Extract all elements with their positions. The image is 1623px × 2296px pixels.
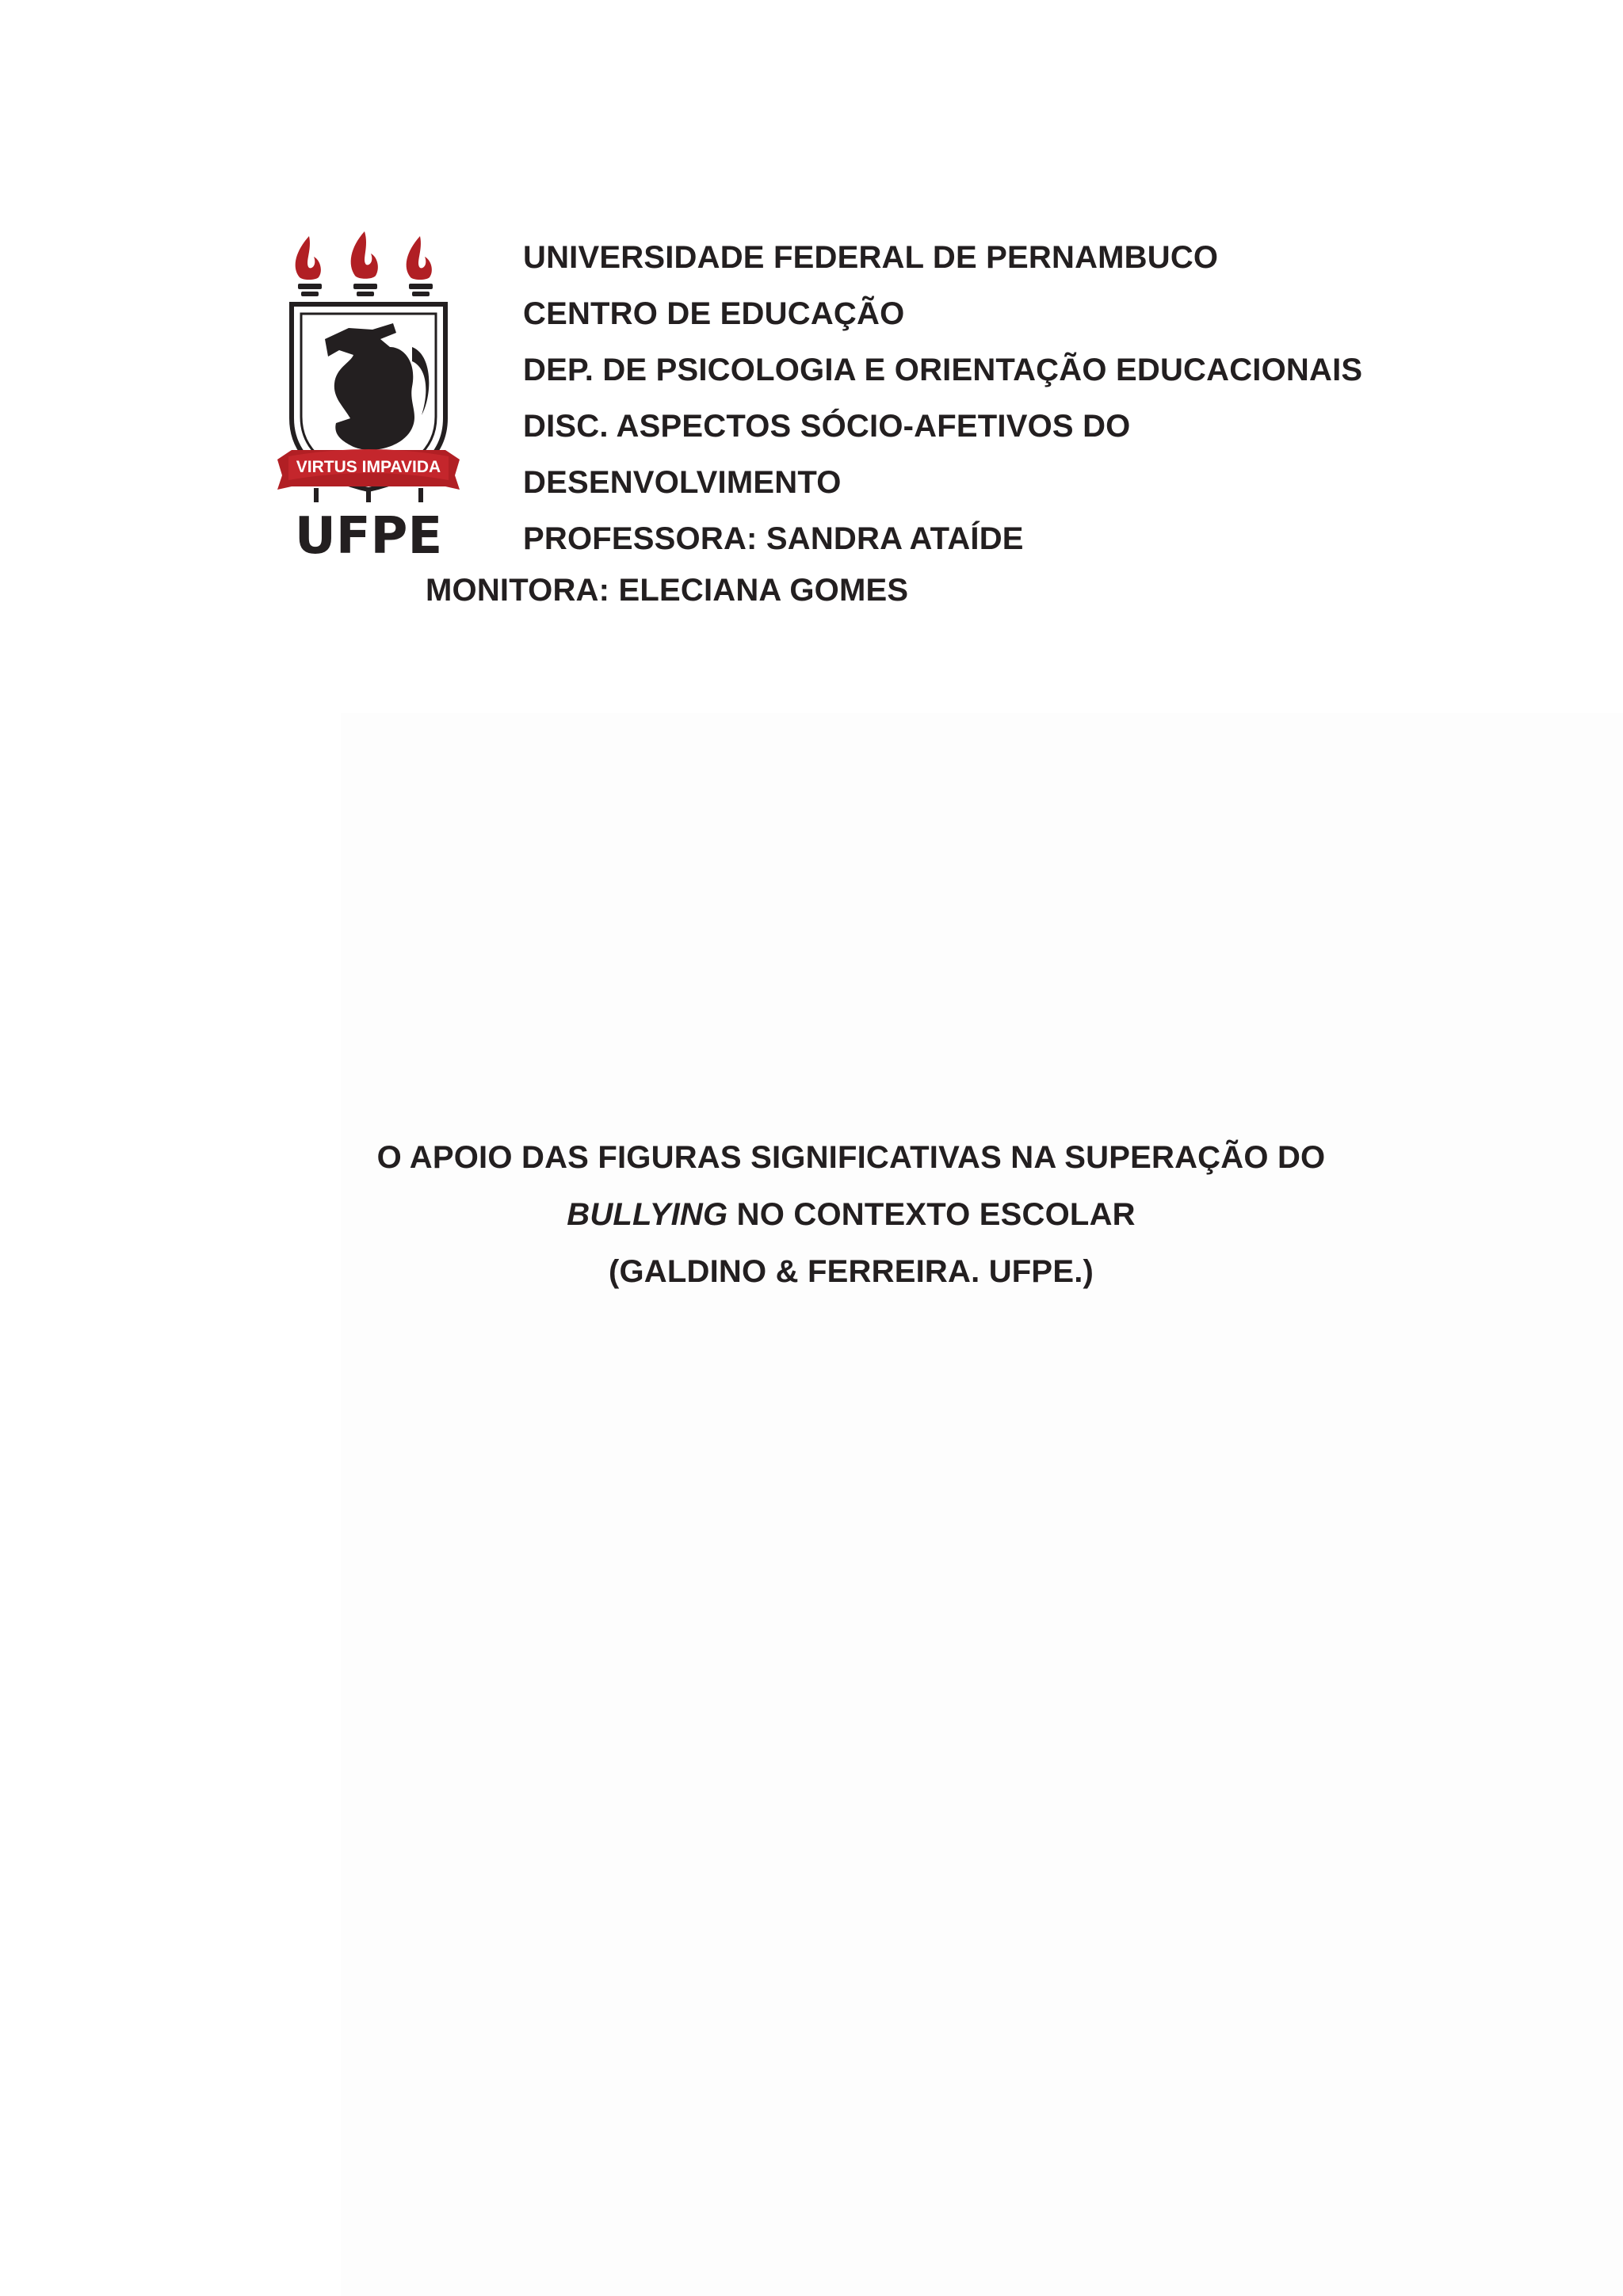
document-title — [317, 1129, 1385, 1300]
ufpe-logo — [277, 228, 460, 561]
institution-header — [523, 230, 1601, 567]
discipline-name-continued: DESENVOLVIMENTO — [523, 465, 842, 500]
motto-text: VIRTUS IMPAVIDA — [296, 458, 441, 476]
university-name: UNIVERSIDADE FEDERAL DE PERNAMBUCO — [523, 240, 1219, 275]
center-name: CENTRO DE EDUCAÇÃO — [523, 296, 905, 331]
department-name: DEP. DE PSICOLOGIA E ORIENTAÇÃO EDUCACIONAIS — [523, 353, 1363, 387]
monitor-name: MONITORA: ELECIANA GOMES — [426, 573, 909, 608]
page-shade — [341, 713, 1623, 2296]
title-italic-term: BULLYING — [567, 1197, 728, 1232]
title-line-2 — [317, 1186, 1385, 1243]
discipline-name: DISC. ASPECTOS SÓCIO-AFETIVOS DO — [523, 409, 1131, 444]
title-line-3: (GALDINO & FERREIRA. UFPE.) — [608, 1254, 1094, 1289]
torch-flame-right-icon — [407, 236, 432, 280]
motto-ribbon — [277, 449, 460, 490]
professor-name: PROFESSORA: SANDRA ATAÍDE — [523, 521, 1024, 556]
title-line-1: O APOIO DAS FIGURAS SIGNIFICATIVAS NA SUPERAÇÃO DO — [376, 1140, 1326, 1175]
logo-acronym: UFPE — [294, 507, 443, 561]
title-line-2-rest: NO CONTEXTO ESCOLAR — [727, 1197, 1136, 1232]
torch-flame-center-icon — [351, 231, 378, 279]
torch-flame-left-icon — [296, 236, 321, 280]
